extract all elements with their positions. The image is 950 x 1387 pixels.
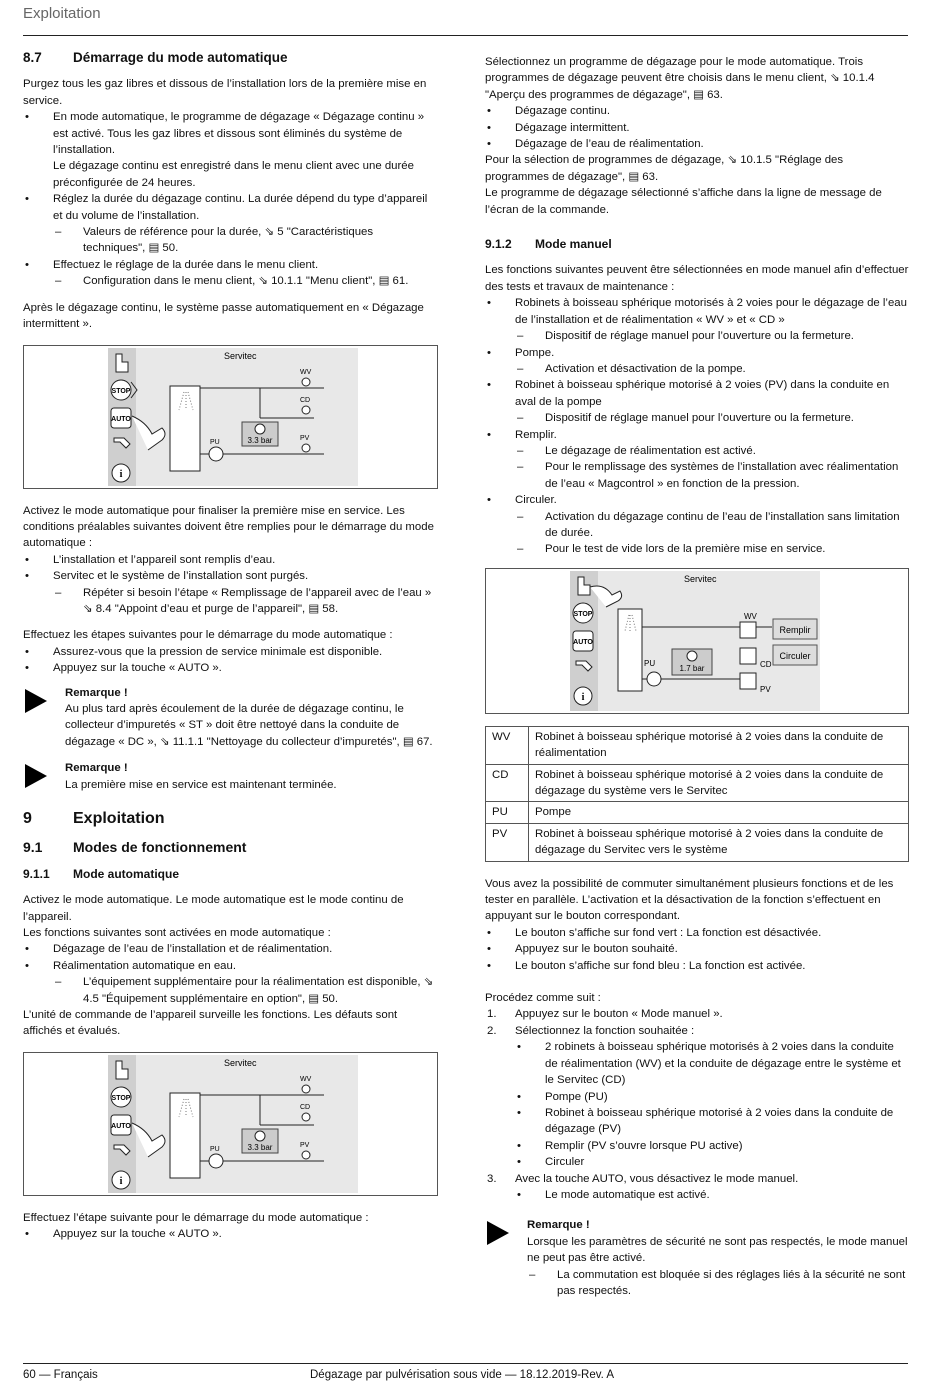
pv-valve-button (740, 673, 756, 689)
legend-table (485, 726, 909, 862)
legend-value: Robinet à boisseau sphérique motorisé à 2 voies dans la conduite de dégazage du Servitec vers le système (529, 823, 909, 861)
svg-text:CD: CD (300, 396, 311, 404)
list-item: • Pompe. (487, 346, 555, 359)
svg-text:1.7 bar: 1.7 bar (679, 663, 705, 673)
paragraph: Activez le mode automatique. Le mode automatique est le mode continu de l’appareil. (23, 894, 404, 923)
left-column (23, 46, 438, 1243)
list-item: • Réglez la durée du dégazage continu. La durée dépend du type d’appareil et du volume de l’installation. (25, 193, 428, 222)
footer-rule (23, 1363, 908, 1364)
legend-value: Robinet à boisseau sphérique motorisé à 2 voies dans la conduite de réalimentation (529, 726, 909, 764)
gauge-icon (255, 424, 265, 434)
list-item: • Le bouton s’affiche sur fond vert : La fonction est désactivée. (487, 926, 822, 939)
svg-text:Servitec: Servitec (224, 1057, 257, 1068)
list-item: • Remplir. (487, 428, 557, 441)
pump-icon (647, 672, 661, 686)
note-arrow-icon (25, 689, 47, 713)
list-item: • Assurez-vous que la pression de service minimale est disponible. (25, 645, 383, 658)
paragraph: Le programme de dégazage sélectionné s’affiche dans la ligne de message de l’écran de la commande. (485, 187, 882, 216)
svg-text:Servitec: Servitec (224, 350, 257, 361)
svg-text:PU: PU (210, 438, 220, 446)
section-8-7-heading: 8.7 Démarrage du mode automatique (23, 50, 288, 65)
section-9-1-heading: 9.1 Modes de fonctionnement (23, 839, 247, 856)
running-header: Exploitation (23, 5, 101, 22)
svg-text:AUTO: AUTO (573, 638, 593, 646)
pump-icon (209, 447, 223, 461)
table-row (486, 764, 909, 802)
section-9-1-1-heading: 9.1.1 Mode automatique (23, 866, 180, 881)
list-item: • Appuyez sur la touche « AUTO ». (25, 662, 222, 675)
servitec-diagram (24, 346, 444, 488)
pump-icon (209, 1154, 223, 1168)
note-arrow-icon (487, 1221, 509, 1245)
list-item: • Appuyez sur le bouton souhaité. (487, 943, 678, 956)
legend-key: CD (486, 764, 529, 802)
paragraph: Effectuez les étapes suivantes pour le démarrage du mode automatique : (23, 629, 393, 642)
paragraph: Activez le mode automatique pour finaliser la première mise en service. Les conditions préalables suivantes doivent être remplies pour le démarrage du mode automatique : (23, 504, 434, 550)
control-panel-figure (23, 345, 438, 489)
svg-text:WV: WV (744, 611, 757, 621)
svg-text:i: i (119, 468, 123, 480)
sub-list-item: – L’équipement supplémentaire pour la réalimentation est disponible, ⇘ 4.5 "Équipement supplémentaire en option", ▤ 50. (55, 976, 434, 1005)
page-number: 60 — Français (23, 1369, 98, 1381)
legend-key: PU (486, 802, 529, 823)
svg-text:CD: CD (760, 659, 772, 669)
sub-list-item: • Circuler (517, 1156, 585, 1169)
paragraph: Les fonctions suivantes peuvent être sélectionnées en mode manuel afin d’effectuer des tests et travaux de maintenance : (485, 264, 909, 293)
step-item: 1. Appuyez sur le bouton « Mode manuel ». (487, 1008, 723, 1021)
section-9-1-2-heading: 9.1.2 Mode manuel (485, 237, 612, 252)
sub-list-item: • Robinet à boisseau sphérique motorisé à 2 voies dans la conduite de dégazage (PV) (517, 1106, 894, 1136)
legend-value: Robinet à boisseau sphérique motorisé à 2 voies dans la conduite de dégazage du système vers le Servitec (529, 764, 909, 802)
list-item: • Le bouton s’affiche sur fond bleu : La fonction est activée. (487, 959, 806, 972)
svg-text:PU: PU (210, 1145, 220, 1153)
svg-text:PV: PV (300, 434, 310, 442)
svg-text:Remplir: Remplir (779, 624, 811, 635)
legend-key: PV (486, 823, 529, 861)
chapter-9-heading: 9 Exploitation (23, 810, 165, 827)
svg-text:AUTO: AUTO (111, 415, 131, 423)
list-item: • Effectuez le réglage de la durée dans le menu client. (25, 258, 319, 271)
list-item: • Dégazage de l’eau de l’installation et de réalimentation. (25, 943, 333, 956)
paragraph: Sélectionnez un programme de dégazage pour le mode automatique. Trois programmes de dégazage peuvent être choisis dans le menu client, ⇘ 10.1.4 "Aperçu des programmes de dégazage", ▤ 63. (485, 56, 875, 101)
paragraph: Les fonctions suivantes sont activées en mode automatique : (23, 927, 331, 940)
legend-key: WV (486, 726, 529, 764)
sub-list-item: – Activation et désactivation de la pompe. (517, 362, 746, 375)
svg-text:AUTO: AUTO (111, 1122, 131, 1130)
step-item: 2. Sélectionnez la fonction souhaitée : (487, 1024, 695, 1037)
sub-list-item: – Pour le test de vide lors de la première mise en service. (517, 543, 826, 556)
note-arrow-icon (25, 764, 47, 788)
svg-text:3.3 bar: 3.3 bar (247, 1142, 273, 1152)
svg-text:PV: PV (300, 1141, 310, 1149)
sub-list-item: • 2 robinets à boisseau sphérique motorisés à 2 voies dans la conduite de réalimentation (WV) et la conduite de dégazage entre le système et le Servitec (CD) (517, 1041, 901, 1087)
header-rule (23, 35, 908, 36)
sub-list-item: • Remplir (PV s’ouvre lorsque PU active) (517, 1139, 743, 1152)
paragraph: Effectuez l’étape suivante pour le démarrage du mode automatique : (23, 1211, 369, 1224)
sub-list-item: – Répéter si besoin l’étape « Remplissage de l’appareil avec de l’eau » ⇘ 8.4 "Appoint d’eau et purge de l’appareil", ▤ 58. (55, 586, 432, 615)
paragraph: L’unité de commande de l’appareil surveille les fonctions. Les défauts sont affichés et évalués. (23, 1009, 398, 1038)
sub-list-item: – Dispositif de réglage manuel pour l’ouverture ou la fermeture. (517, 330, 854, 343)
list-item: • Dégazage continu. (487, 105, 610, 118)
gauge-icon (687, 651, 697, 661)
control-panel-figure (23, 1052, 438, 1196)
svg-text:WV: WV (300, 368, 312, 376)
paragraph: Procédez comme suit : (485, 992, 601, 1005)
svg-text:i: i (119, 1175, 123, 1187)
step-item: 3. Avec la touche AUTO, vous désactivez le mode manuel. (487, 1172, 799, 1185)
list-item: • L’installation et l’appareil sont remplis d’eau. (25, 553, 276, 566)
footer-title: Dégazage par pulvérisation sous vide — 18.12.2019-Rev. A (310, 1369, 615, 1381)
right-column (485, 46, 909, 1309)
wv-valve-button (740, 622, 756, 638)
note-block: Remarque ! La première mise en service est maintenant terminée. (23, 760, 438, 793)
svg-text:CD: CD (300, 1103, 311, 1111)
legend-value: Pompe (529, 802, 909, 823)
table-row (486, 823, 909, 861)
svg-text:PV: PV (760, 684, 771, 694)
list-item: • Réalimentation automatique en eau. (25, 959, 237, 972)
paragraph: Vous avez la possibilité de commuter simultanément plusieurs fonctions et de les tester en parallèle. L’activation et la désactivation de la fonction s’effectuent en appuyant sur le bouton correspondant. (485, 877, 894, 923)
svg-text:PU: PU (644, 658, 656, 668)
sub-list-item: • Pompe (PU) (517, 1090, 608, 1103)
svg-text:STOP: STOP (573, 610, 593, 618)
svg-text:STOP: STOP (111, 1094, 131, 1102)
sub-list-item: – Valeurs de référence pour la durée, ⇘ 5 "Caractéristiques techniques", ▤ 50. (55, 226, 374, 255)
svg-text:i: i (581, 691, 585, 703)
table-row (486, 726, 909, 764)
servitec-manual-diagram (486, 569, 910, 713)
sub-list-item: – Dispositif de réglage manuel pour l’ouverture ou la fermeture. (517, 412, 854, 425)
sub-list-item: – Activation du dégazage continu de l’eau de l’installation sans limitation de durée. (517, 510, 900, 539)
servitec-diagram (24, 1053, 444, 1195)
svg-text:Circuler: Circuler (779, 650, 811, 661)
svg-text:STOP: STOP (111, 387, 131, 395)
list-item: • Robinet à boisseau sphérique motorisé à 2 voies (PV) dans la conduite en aval de la pompe (487, 379, 890, 408)
paragraph: Après le dégazage continu, le système passe automatiquement en « Dégazage intermittent ». (23, 301, 424, 331)
cd-valve-button (740, 648, 756, 664)
svg-text:WV: WV (300, 1075, 312, 1083)
svg-text:3.3 bar: 3.3 bar (247, 435, 273, 445)
list-item: • Dégazage intermittent. (487, 121, 630, 134)
list-item: • Circuler. (487, 494, 557, 507)
note-block: Remarque ! Au plus tard après écoulement de la durée de dégazage continu, le collecteur d’impuretés « ST » doit être nettoyé dans la conduite de dégazage « DC », ⇘ 11.1.1 "Nettoyage du collecteur d’impuretés", ▤ 67. (23, 685, 438, 751)
paragraph: Pour la sélection de programmes de dégazage, ⇘ 10.1.5 "Réglage des programmes de dégazage", ▤ 63. (485, 154, 844, 183)
list-item: • Dégazage de l’eau de réalimentation. (487, 138, 704, 151)
manual-mode-figure (485, 568, 909, 714)
list-item: • Servitec et le système de l’installation sont purgés. (25, 570, 309, 583)
paragraph: Purgez tous les gaz libres et dissous de l’installation lors de la première mise en service. (23, 78, 427, 107)
sub-list-item: – Configuration dans le menu client, ⇘ 10.1.1 "Menu client", ▤ 61. (55, 275, 409, 288)
svg-text:Servitec: Servitec (684, 573, 717, 584)
list-item: • Robinets à boisseau sphérique motorisés à 2 voies pour le dégazage de l’eau de l’installation et de réalimentation « WV » et « CD » (487, 297, 907, 326)
list-item: • Appuyez sur la touche « AUTO ». (25, 1228, 222, 1241)
table-row (486, 802, 909, 823)
gauge-icon (255, 1131, 265, 1141)
note-block: Remarque ! Lorsque les paramètres de sécurité ne sont pas respectés, le mode manuel ne peut pas être activé. – La commutation est bloquée si des réglages liés à la sécurité ne sont pas respectés. (485, 1217, 909, 1299)
sub-list-item: – Le dégazage de réalimentation est activé. (517, 444, 756, 457)
list-item: • En mode automatique, le programme de dégazage « Dégazage continu » est activé. Tous les gaz libres et dissous sont éliminés du système de l’installation. Le dégazage continu est enregistré dans le menu client avec une durée préconfigurée de 24 heures. (25, 111, 425, 189)
sub-list-item: • Le mode automatique est activé. (517, 1188, 710, 1201)
sub-list-item: – Pour le remplissage des systèmes de l’installation avec réalimentation de l’eau « Magcontrol » en fonction de la pression. (517, 461, 899, 490)
